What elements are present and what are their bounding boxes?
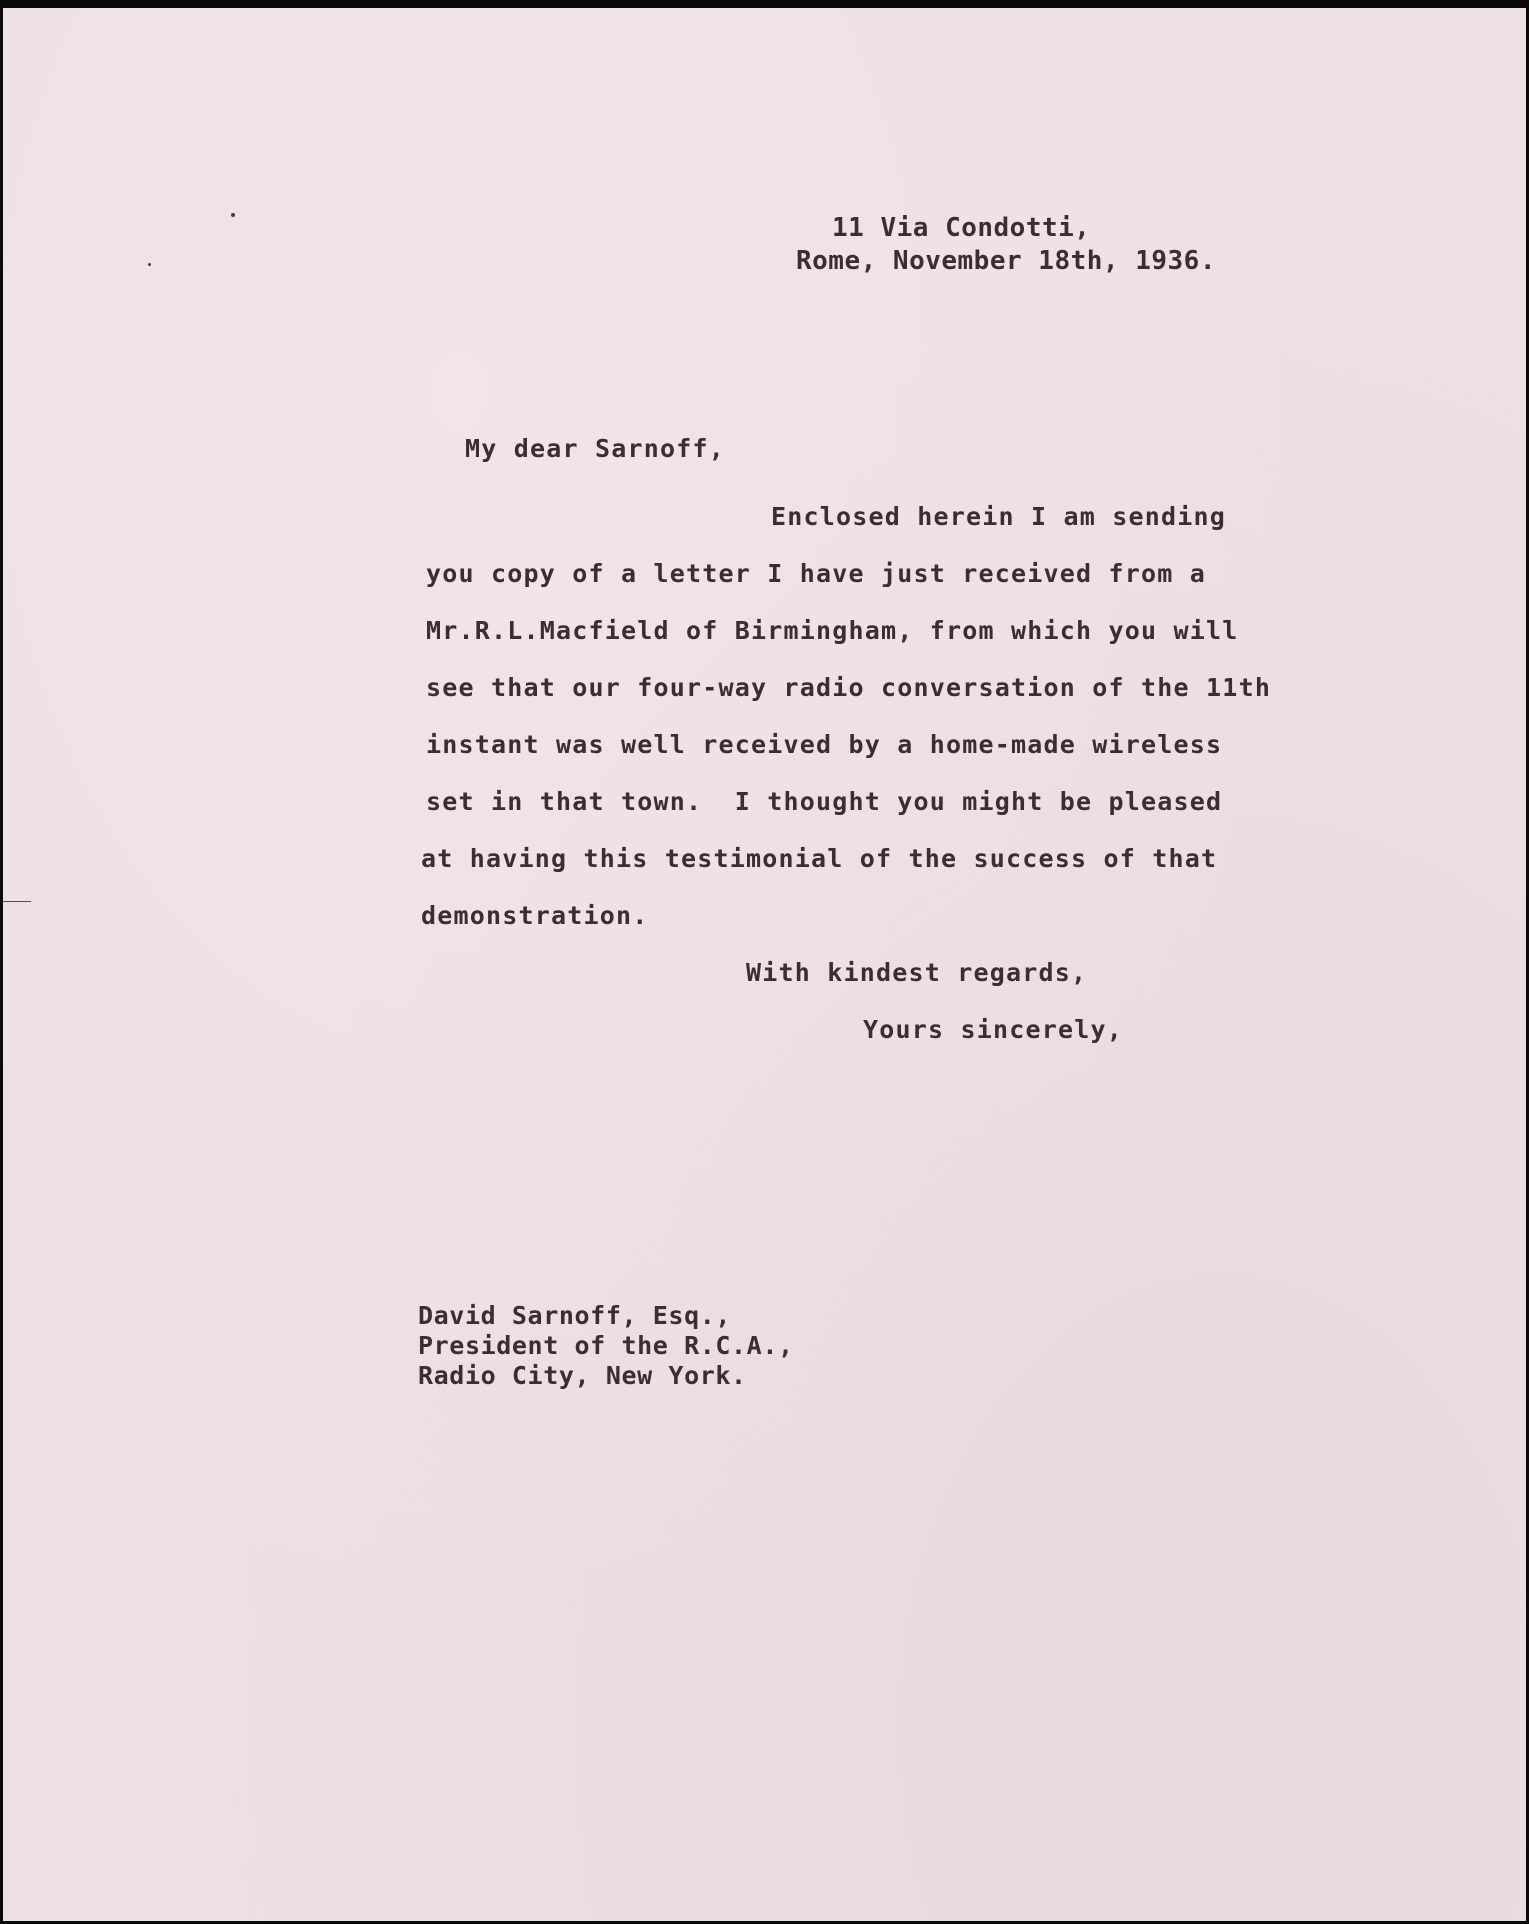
salutation: My dear Sarnoff, xyxy=(465,434,726,463)
body-line: demonstration. xyxy=(421,901,649,930)
closing-regards: With kindest regards, xyxy=(746,958,1088,987)
closing-signoff: Yours sincerely, xyxy=(863,1015,1124,1044)
ink-speck xyxy=(231,213,235,217)
body-line: at having this testimonial of the success of that xyxy=(421,844,1218,873)
recipient-line: Radio City, New York. xyxy=(418,1361,747,1390)
recipient-line: President of the R.C.A., xyxy=(418,1331,794,1360)
body-line: Mr.R.L.Macfield of Birmingham, from which you will xyxy=(426,616,1239,645)
recipient-line: David Sarnoff, Esq., xyxy=(418,1301,732,1330)
body-line: you copy of a letter I have just received from a xyxy=(426,559,1207,588)
body-line: instant was well received by a home-made wireless xyxy=(426,730,1223,759)
sender-address-line: 11 Via Condotti, xyxy=(832,213,1091,243)
body-line: Enclosed herein I am sending xyxy=(771,502,1227,531)
body-line: set in that town. I thought you might be pleased xyxy=(426,787,1223,816)
ink-speck xyxy=(148,263,151,266)
body-line: see that our four-way radio conversation of the 11th xyxy=(426,673,1272,702)
letter-date: Rome, November 18th, 1936. xyxy=(796,246,1216,276)
letter-page xyxy=(3,8,1526,1921)
margin-mark xyxy=(3,901,31,902)
